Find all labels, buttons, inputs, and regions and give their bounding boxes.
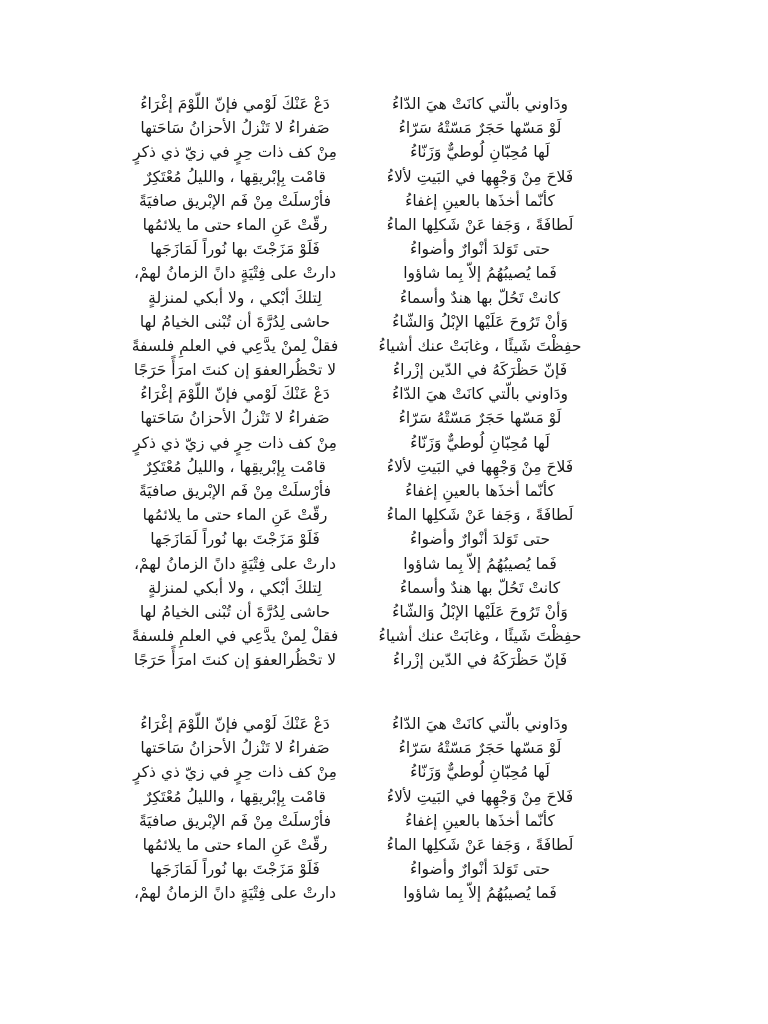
second-hemistich: دارتْ على فِتْيَةٍ دانً الزمانُ لهمْ، — [133, 264, 337, 283]
second-hemistich: صَفراءُ لا تَنْزلُ الأحزانُ سَاحَتها — [140, 119, 330, 138]
verse-row — [0, 527, 768, 551]
first-hemistich: حتى تَوَلدَ أنْوارٌ وأضواءُ — [409, 530, 551, 549]
second-hemistich: فَلَوْ مَزَجْتَ بها نُوراً لَمَازَجَها — [150, 530, 320, 549]
second-hemistich: قامْت بِإبْريقِها ، والليلُ مُعْتَكِرٌ — [144, 457, 326, 476]
second-hemistich: دارتْ على فِتْيَةٍ دانً الزمانُ لهمْ، — [133, 554, 337, 573]
second-hemistich: دَعْ عَنْكَ لَوْمي فإنّ اللّوْمَ إغْرَاءُ — [140, 95, 330, 113]
second-hemistich: دَعْ عَنْكَ لَوْمي فإنّ اللّوْمَ إغْرَاءُ — [140, 385, 330, 404]
verse-row — [0, 406, 768, 430]
second-hemistich: رقّتْ عَنِ الماء حتى ما يلائمُها — [142, 835, 328, 854]
verse-row — [0, 600, 768, 624]
verse-row — [0, 479, 768, 503]
second-hemistich: فأرْسلَتْ مِنْ فَم الإبْريق صافيَةً — [138, 482, 332, 500]
first-hemistich: وَأنْ تَرُوحَ عَلَيْها الإبْلُ وَالشّاءُ — [392, 602, 568, 621]
first-hemistich: فَإنّ حَظْرَكَهُ في الدّين إزْراءُ — [392, 361, 568, 380]
verse-row — [0, 576, 768, 600]
second-hemistich: لِتلكَ أبْكي ، ولا أبكي لمنزلةٍ — [148, 578, 322, 597]
first-hemistich: ودَاوني بالّتي كانَتْ هيَ الدّاءُ — [392, 385, 568, 404]
first-hemistich: كأنّما أخذَها بالعينِ إغفاءُ — [405, 482, 555, 500]
second-hemistich: صَفراءُ لا تَنْزلُ الأحزانُ سَاحَتها — [140, 739, 330, 758]
second-hemistich: حاشى لِدُرَّةَ أن تُبْنى الخيامُ لها — [139, 602, 331, 621]
first-hemistich: كانتْ تَحُلّ بها هندٌ وأسماءُ — [399, 288, 561, 307]
first-hemistich: فَلاحَ مِنْ وَجْهِها في البَيتِ لألاءُ — [386, 167, 574, 186]
second-hemistich: رقّتْ عَنِ الماء حتى ما يلائمُها — [142, 506, 328, 525]
first-hemistich: كأنّما أخذَها بالعينِ إغفاءُ — [405, 811, 555, 830]
second-hemistich: مِنْ كف ذات حِرٍ في زيّ ذي ذكرٍ — [133, 433, 337, 452]
first-hemistich: لَها مُحِبّانِ لُوطيٌّ وَزَنّاءُ — [410, 763, 550, 782]
verse-row — [0, 857, 768, 881]
poem-stanza-2 — [0, 712, 768, 906]
verse-row — [0, 881, 768, 905]
verse-row — [0, 310, 768, 334]
verse-row — [0, 140, 768, 164]
verse-row — [0, 785, 768, 809]
verse-row — [0, 237, 768, 261]
second-hemistich: قامْت بِإبْريقِها ، والليلُ مُعْتَكِرٌ — [144, 167, 326, 186]
verse-row — [0, 189, 768, 213]
first-hemistich: فَإنّ حَظْرَكَهُ في الدّين إزْراءُ — [392, 651, 568, 670]
verse-row — [0, 503, 768, 527]
second-hemistich: فَلَوْ مَزَجْتَ بها نُوراً لَمَازَجَها — [150, 240, 320, 259]
first-hemistich: حتى تَوَلدَ أنْوارٌ وأضواءُ — [409, 860, 551, 879]
first-hemistich: لَطافَةً ، وَجَفا عَنْ شَكلِها الماءُ — [386, 835, 574, 854]
second-hemistich: قامْت بِإبْريقِها ، والليلُ مُعْتَكِرٌ — [144, 787, 326, 806]
first-hemistich: فَما يُصيبُهُمُ إلاّ بِما شاؤوا — [403, 884, 557, 903]
verse-row — [0, 261, 768, 285]
verse-row — [0, 552, 768, 576]
first-hemistich: حفِظْتَ شَيئًا ، وغابَتْ عنك أشياءُ — [378, 336, 582, 355]
verse-row — [0, 382, 768, 406]
verse-row — [0, 624, 768, 648]
second-hemistich: صَفراءُ لا تَنْزلُ الأحزانُ سَاحَتها — [140, 409, 330, 428]
verse-row — [0, 116, 768, 140]
verse-row — [0, 736, 768, 760]
first-hemistich: كانتْ تَحُلّ بها هندٌ وأسماءُ — [399, 578, 561, 597]
second-hemistich: لِتلكَ أبْكي ، ولا أبكي لمنزلةٍ — [148, 288, 322, 307]
first-hemistich: ودَاوني بالّتي كانَتْ هيَ الدّاءُ — [392, 715, 568, 733]
first-hemistich: لَوْ مَسّها حَجَرٌ مَسّتْهُ سَرّاءُ — [398, 739, 562, 758]
verse-row — [0, 358, 768, 382]
first-hemistich: لَوْ مَسّها حَجَرٌ مَسّتْهُ سَرّاءُ — [398, 119, 562, 138]
verse-row — [0, 92, 768, 116]
second-hemistich: دارتْ على فِتْيَةٍ دانً الزمانُ لهمْ، — [133, 884, 337, 903]
verse-row — [0, 455, 768, 479]
first-hemistich: لَها مُحِبّانِ لُوطيٌّ وَزَنّاءُ — [410, 433, 550, 452]
first-hemistich: وَأنْ تَرُوحَ عَلَيْها الإبْلُ وَالشّاءُ — [392, 312, 568, 331]
verse-row — [0, 431, 768, 455]
first-hemistich: لَها مُحِبّانِ لُوطيٌّ وَزَنّاءُ — [410, 143, 550, 162]
verse-row — [0, 760, 768, 784]
second-hemistich: لا تحْظُرالعفوَ إن كنتَ امرَأً حَرَجًا — [133, 361, 337, 380]
second-hemistich: حاشى لِدُرَّةَ أن تُبْنى الخيامُ لها — [139, 312, 331, 331]
verse-row — [0, 809, 768, 833]
verse-row — [0, 648, 768, 672]
verse-row — [0, 833, 768, 857]
second-hemistich: مِنْ كف ذات حِرٍ في زيّ ذي ذكرٍ — [133, 763, 337, 782]
first-hemistich: لَوْ مَسّها حَجَرٌ مَسّتْهُ سَرّاءُ — [398, 409, 562, 428]
first-hemistich: فَما يُصيبُهُمُ إلاّ بِما شاؤوا — [403, 264, 557, 283]
second-hemistich: فقلْ لِمنْ يدَّعِي في العلمِ فلسفةً — [131, 627, 339, 646]
second-hemistich: فَلَوْ مَزَجْتَ بها نُوراً لَمَازَجَها — [150, 860, 320, 879]
second-hemistich: فأرْسلَتْ مِنْ فَم الإبْريق صافيَةً — [138, 191, 332, 210]
first-hemistich: حفِظْتَ شَيئًا ، وغابَتْ عنك أشياءُ — [378, 627, 582, 646]
second-hemistich: لا تحْظُرالعفوَ إن كنتَ امرَأً حَرَجًا — [133, 651, 337, 670]
first-hemistich: فَلاحَ مِنْ وَجْهِها في البَيتِ لألاءُ — [386, 787, 574, 806]
first-hemistich: فَما يُصيبُهُمُ إلاّ بِما شاؤوا — [403, 554, 557, 573]
first-hemistich: فَلاحَ مِنْ وَجْهِها في البَيتِ لألاءُ — [386, 457, 574, 476]
second-hemistich: دَعْ عَنْكَ لَوْمي فإنّ اللّوْمَ إغْرَاءُ — [140, 715, 330, 733]
second-hemistich: فأرْسلَتْ مِنْ فَم الإبْريق صافيَةً — [138, 811, 332, 830]
first-hemistich: حتى تَوَلدَ أنْوارٌ وأضواءُ — [409, 240, 551, 259]
first-hemistich: لَطافَةً ، وَجَفا عَنْ شَكلِها الماءُ — [386, 215, 574, 234]
verse-row — [0, 286, 768, 310]
first-hemistich: لَطافَةً ، وَجَفا عَنْ شَكلِها الماءُ — [386, 506, 574, 525]
verse-row — [0, 165, 768, 189]
verse-row — [0, 712, 768, 736]
second-hemistich: مِنْ كف ذات حِرٍ في زيّ ذي ذكرٍ — [133, 143, 337, 162]
first-hemistich: ودَاوني بالّتي كانَتْ هيَ الدّاءُ — [392, 95, 568, 113]
verse-row — [0, 334, 768, 358]
second-hemistich: فقلْ لِمنْ يدَّعِي في العلمِ فلسفةً — [131, 336, 339, 355]
poem-stanza-1 — [0, 92, 768, 673]
first-hemistich: كأنّما أخذَها بالعينِ إغفاءُ — [405, 191, 555, 210]
second-hemistich: رقّتْ عَنِ الماء حتى ما يلائمُها — [142, 215, 328, 234]
verse-row — [0, 213, 768, 237]
